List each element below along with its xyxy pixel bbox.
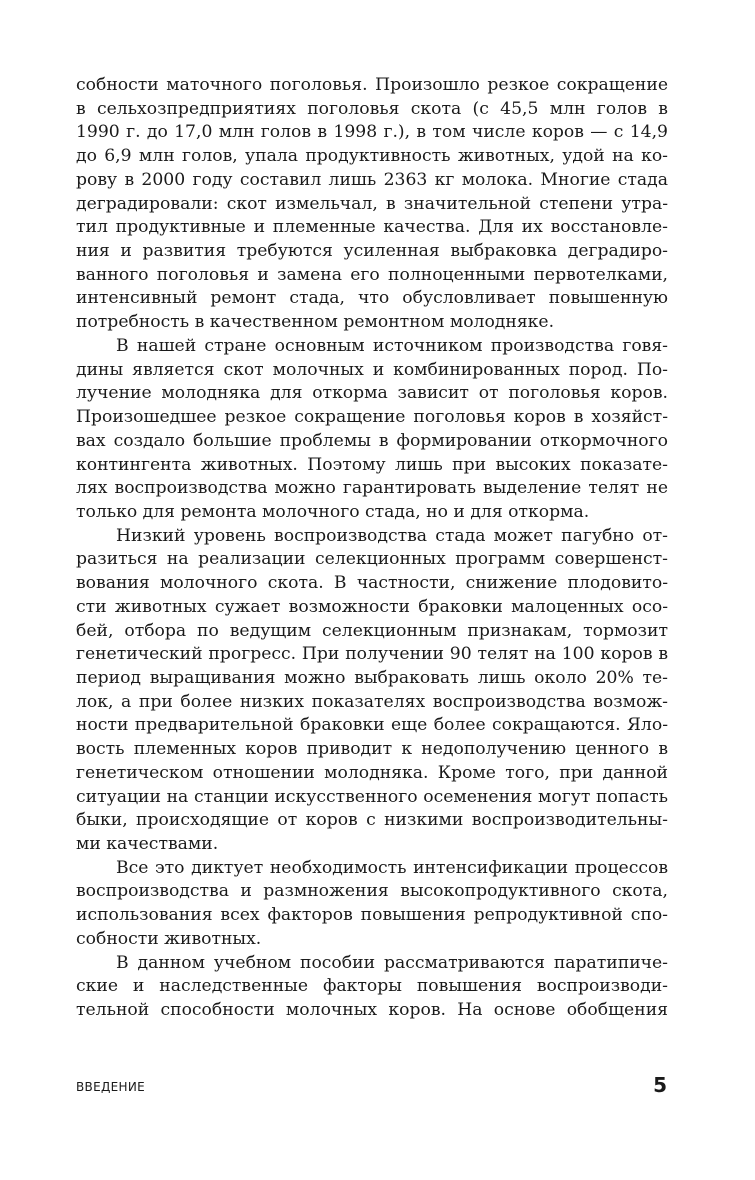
text-line: лях воспроизводства можно гарантировать выделение телят не [76,478,668,499]
text-line: только для ремонта молочного стада, но и для откорма. [76,501,590,522]
text-line: быки, происходящие от коров с низкими воспроизводительны- [76,810,668,831]
text-line: разиться на реализации селекционных программ совершенст- [76,549,668,570]
text-line: Произошедшее резкое сокращение поголовья коров в хозяйст- [76,407,668,428]
text-line: генетический прогресс. При получении 90 телят на 100 коров в [76,644,668,665]
text-line: бей, отбора по ведущим селекционным признакам, тормозит [76,620,668,641]
page-number: 5 [653,1073,667,1097]
text-line: В данном учебном пособии рассматриваются паратипиче- [116,952,668,973]
text-line: Низкий уровень воспроизводства стада может пагубно от- [116,525,668,546]
text-line: вость племенных коров приводит к недополучению ценного в [76,739,668,760]
text-line: вования молочного скота. В частности, снижение плодовито- [76,573,668,594]
running-footer-section-title: ВВЕДЕНИЕ [76,1080,145,1094]
text-line: потребность в качественном ремонтном молодняке. [76,312,555,333]
text-line: лучение молодняка для откорма зависит от поголовья коров. [76,383,668,404]
text-line: использования всех факторов повышения репродуктивной спо- [76,905,668,926]
text-line: в сельхозпредприятиях поголовья скота (с 45,5 млн голов в [76,98,668,119]
text-line: 1990 г. до 17,0 млн голов в 1998 г.), в том числе коров — с 14,9 [76,122,668,143]
text-line: ванного поголовья и замена его полноценными первотелками, [76,264,668,285]
text-line: сти животных сужает возможности браковки малоценных осо- [76,596,668,617]
text-line: генетическом отношении молодняка. Кроме того, при данной [76,762,668,783]
text-line: собности маточного поголовья. Произошло резкое сокращение [76,75,668,95]
text-line: воспроизводства и размножения высокопродуктивного скота, [76,881,668,902]
text-line: деградировали: скот измельчал, в значительной степени утра- [76,193,668,214]
body-text [76,74,668,1023]
text-line: ситуации на станции искусственного осеменения могут попасть [76,786,668,807]
text-line: ности предварительной браковки еще более сокращаются. Яло- [76,715,668,736]
text-line: лок, а при более низких показателях воспроизводства возмож- [76,691,668,712]
paragraph [76,525,668,857]
text-line: интенсивный ремонт стада, что обусловливает повышенную [76,288,668,309]
paragraph [76,952,668,1023]
text-line: В нашей стране основным источником производства говя- [116,335,668,356]
text-line: контингента животных. Поэтому лишь при высоких показате- [76,454,668,475]
text-line: тельной способности молочных коров. На основе обобщения [76,1000,668,1021]
text-line: ские и наследственные факторы повышения воспроизводи- [76,976,668,997]
paragraph [76,335,668,525]
text-line: вах создало большие проблемы в формировании откормочного [76,430,668,451]
text-line: тил продуктивные и племенные качества. Для их восстановле- [76,217,668,238]
text-line: собности животных. [76,928,262,949]
paragraph [76,74,668,335]
text-line: ния и развития требуются усиленная выбраковка деградиро- [76,241,668,262]
text-line: Все это диктует необходимость интенсификации процессов [116,857,668,878]
text-line: дины является скот молочных и комбинированных пород. По- [76,359,668,380]
text-line: рову в 2000 году составил лишь 2363 кг молока. Многие стада [76,169,668,190]
text-line: период выращивания можно выбраковать лишь около 20% те- [76,667,668,688]
text-line: до 6,9 млн голов, упала продуктивность животных, удой на ко- [76,146,668,167]
text-line: ми качествами. [76,834,219,854]
paragraph [76,857,668,952]
